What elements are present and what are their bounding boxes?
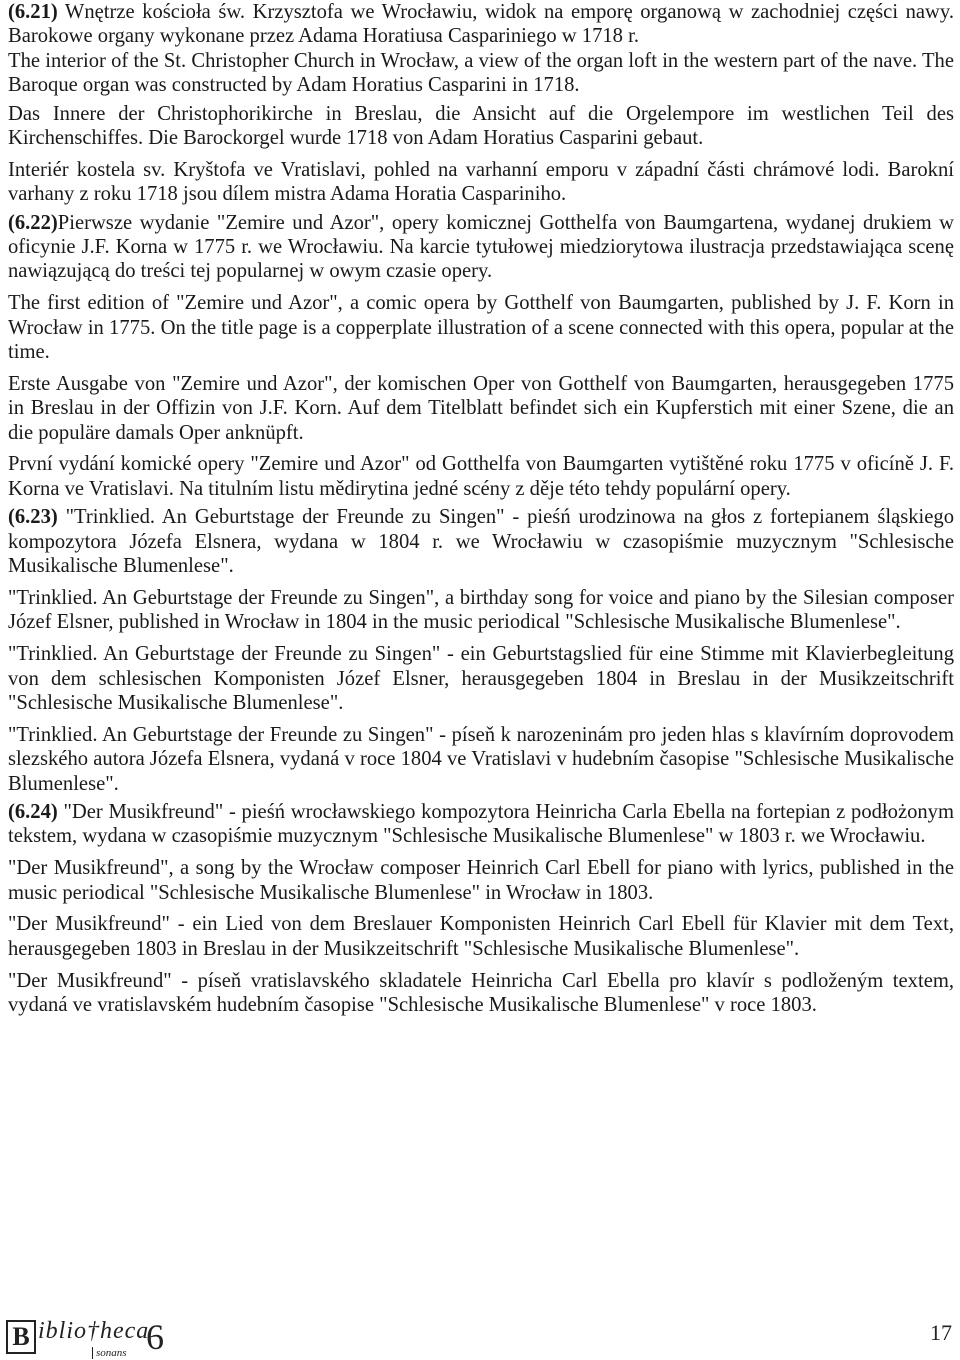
caption-text-body [8, 0, 954, 1025]
caption-6-23-pl [8, 505, 954, 578]
caption-6-21-de [8, 102, 954, 151]
caption-6-24-pl [8, 800, 954, 849]
caption-text: "Der Musikfreund" - píseň vratislavského skladatele Heinricha Carl Ebella pro klavír s podloženým textem, vydaná ve vratislavském hudebním časopise "Schlesische Musikalische Blumenlese" v roce 1803. [8, 969, 954, 1016]
caption-text: "Der Musikfreund", a song by the Wrocław composer Heinrich Carl Ebell for piano with lyrics, published in the music periodical "Schlesische Musikalische Blumenlese" in Wrocław in 1803. [8, 857, 954, 904]
caption-text: Interiér kostela sv. Kryštofa ve Vratislavi, pohled na varhanní emporu v západní části chrámové lodi. Barokní varhany z roku 1718 jsou dílem mistra Adama Horatia Caspariniho. [8, 158, 954, 206]
logo-wordmark: iblio†heca [38, 1318, 150, 1344]
caption-text: Wnętrze kościoła św. Krzysztofa we Wrocławiu, widok na emporę organową w zachodniej części nawy. Barokowe organy wykonane przez Adama Horatiusa Caspariniego w 1718 r. [8, 1, 954, 48]
caption-6-22-cs [8, 452, 954, 501]
caption-ref: (6.21) [8, 1, 58, 23]
caption-text: "Trinklied. An Geburtstage der Freunde zu Singen" - pieśń urodzinowa na głos z fortepianem śląskiego kompozytora Józefa Elsnera, wydana w 1804 r. we Wrocławiu w czasopiśmie muzycznym "Schlesische Musikalische Blumenlese". [8, 506, 954, 578]
caption-text: Das Innere der Christophorikirche in Breslau, die Ansicht auf die Orgelempore im westlichen Teil des Kirchenschiffes. Die Barockorgel wurde 1718 von Adam Horatius Casparini gebaut. [8, 102, 954, 150]
caption-ref: (6.22) [8, 211, 58, 234]
caption-text: The interior of the St. Christopher Church in Wrocław, a view of the organ loft in the western part of the nave. The Baroque organ was constructed by Adam Horatius Casparini in 1718. [8, 49, 954, 97]
caption-text: "Trinklied. An Geburtstage der Freunde zu Singen" - píseň k narozeninám pro jeden hlas s klavírním doprovodem slezského autora Józefa Elsnera, vydaná v roce 1804 ve Vratislavi v hudebním časopise "Schlesische Musikalische Blumenlese". [8, 723, 954, 795]
bibliotheca-sonans-logo [6, 1316, 206, 1360]
caption-ref: (6.23) [8, 506, 58, 529]
caption-text: Erste Ausgabe von "Zemire und Azor", der komischen Oper von Gotthelf von Baumgarten, herausgegeben 1775 in Breslau in der Offizin von J.F. Korn. Auf dem Titelblatt befindet sich ein Kupferstich mit einer Szene, die an die populäre damals Oper anknüpft. [8, 372, 954, 444]
caption-text: "Der Musikfreund" - pieśń wrocławskiego kompozytora Heinricha Carla Ebella na fortepian z podłożonym tekstem, wydana w czasopiśmie muzycznym "Schlesische Musikalische Blumenlese" w 1803 r. we Wrocławiu. [8, 800, 954, 848]
logo-initial: B [6, 1320, 36, 1354]
caption-text: "Der Musikfreund" - ein Lied von dem Breslauer Komponisten Heinrich Carl Ebell für Klavier mit dem Text, herausgegeben 1803 in Breslau in der Musikzeitschrift "Schlesische Musikalische Blumenlese". [8, 913, 954, 960]
caption-6-23-cs [8, 723, 954, 796]
logo-volume-number: 6 [146, 1317, 164, 1357]
caption-6-24-cs [8, 969, 954, 1018]
caption-text: "Trinklied. An Geburtstage der Freunde zu Singen", a birthday song for voice and piano by the Silesian composer Józef Elsner, published in Wrocław in 1804 in the music periodical "Schlesische Musikalische Blumenlese". [8, 586, 954, 634]
page-number: 17 [930, 1320, 952, 1345]
caption-6-22-de [8, 372, 954, 445]
caption-6-24-en [8, 856, 954, 905]
caption-6-22-en [8, 291, 954, 364]
caption-text: The first edition of "Zemire und Azor", a comic opera by Gotthelf von Baumgarten, published by J. F. Korn in Wrocław in 1775. On the title page is a copperplate illustration of a scene connected with this opera, popular at the time. [8, 292, 954, 364]
caption-text: První vydání komické opery "Zemire und Azor" od Gotthelfa von Baumgarten vytištěné roku 1775 v oficíně J. F. Korna ve Vratislavi. Na titulním listu mědirytina jedné scény z děje této tehdy populární opery. [8, 453, 954, 500]
caption-6-21-en [8, 49, 954, 98]
caption-6-23-de [8, 642, 954, 715]
caption-6-24-de [8, 912, 954, 961]
caption-6-22-pl [8, 211, 954, 284]
caption-6-21-cs [8, 158, 954, 207]
logo-subtitle: sonans [92, 1347, 127, 1359]
caption-text: Pierwsze wydanie "Zemire und Azor", opery komicznej Gotthelfa von Baumgartena, wydanej drukiem w oficynie J.F. Korna w 1775 r. we Wrocławiu. Na karcie tytułowej miedziorytowa ilustracja przedstawiająca scenę nawiązującą do treści tej popularnej w owym czasie opery. [8, 211, 954, 283]
caption-6-23-en [8, 586, 954, 635]
caption-text: "Trinklied. An Geburtstage der Freunde zu Singen" - ein Geburtstagslied für eine Stimme mit Klavierbegleitung von dem schlesischen Komponisten Józef Elsner, herausgegeben 1804 in Breslau in der Musikzeitschrift "Schlesische Musikalische Blumenlese". [8, 643, 954, 714]
caption-ref: (6.24) [8, 800, 58, 823]
caption-6-21-pl [8, 0, 954, 49]
